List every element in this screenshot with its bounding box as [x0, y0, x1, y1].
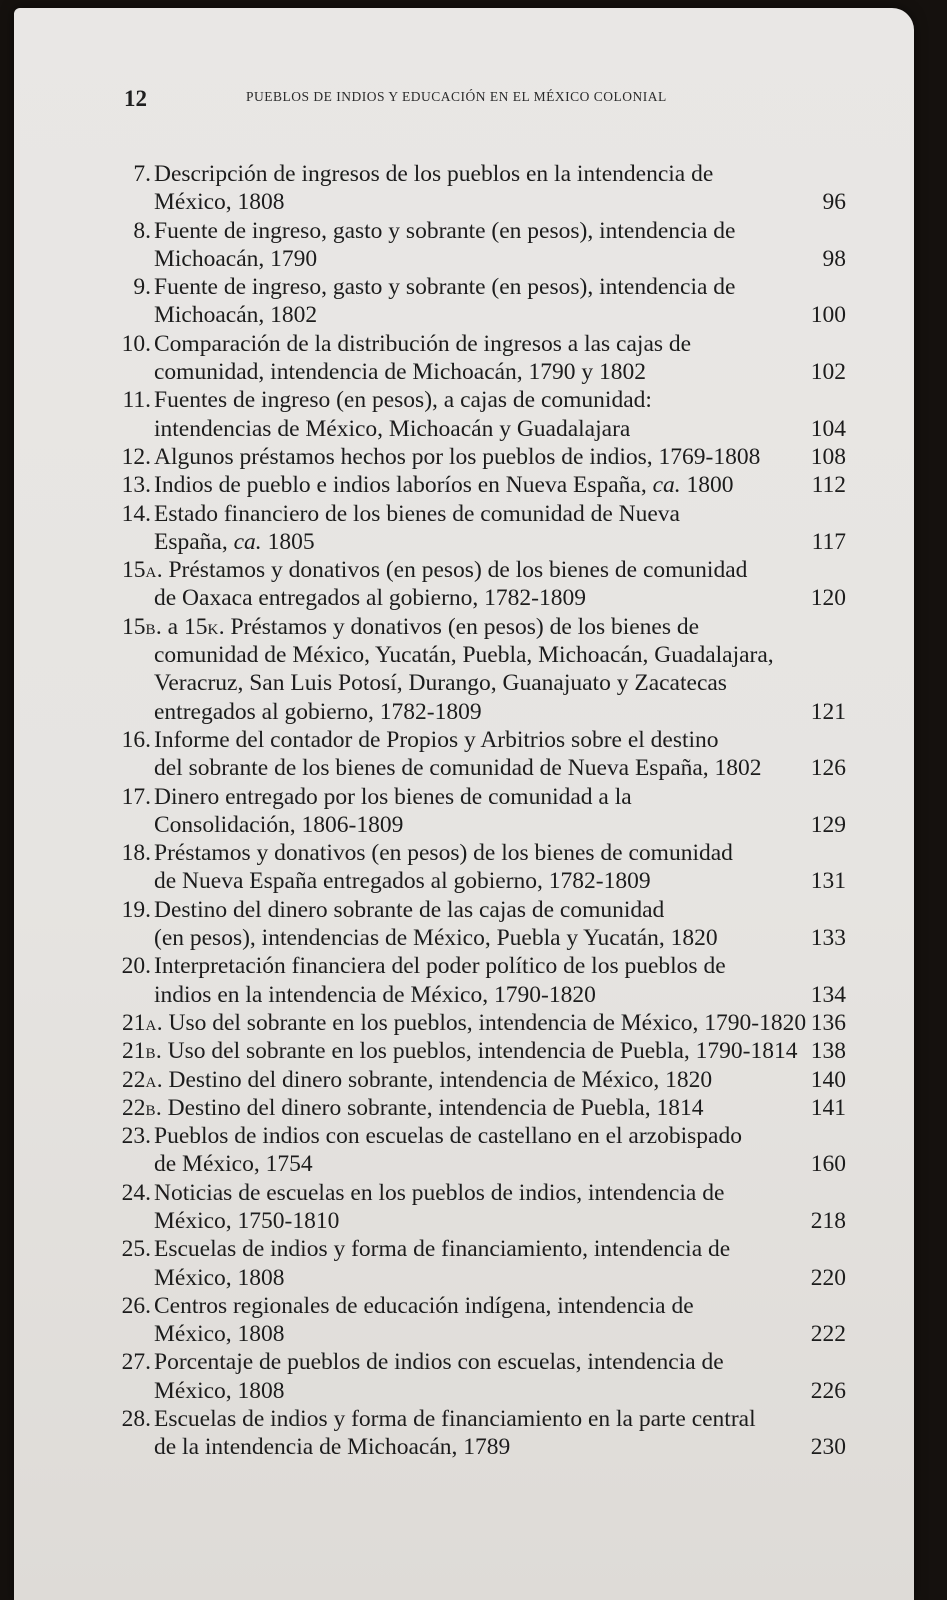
entry-title: Porcentaje de pueblos de indios con escuelas, intendencia de	[154, 1349, 724, 1376]
entry-title	[122, 556, 747, 587]
toc-entry-26	[14, 1292, 914, 1349]
entry-page: 133	[810, 925, 846, 952]
toc-entry-7	[14, 160, 914, 217]
entry-number: 12.	[121, 443, 151, 470]
entry-title-cont: México, 1750-1810	[154, 1207, 340, 1234]
entry-title-cont: México, 1808	[154, 1377, 285, 1404]
entry-number-suffix: A	[145, 1074, 157, 1091]
toc-entry-25	[14, 1235, 914, 1292]
toc-entry-22b	[14, 1094, 914, 1122]
entry-title-cont: Michoacán, 1802	[154, 302, 318, 329]
entry-page: 112	[811, 472, 846, 499]
entry-title-cont: entregados al gobierno, 1782-1809	[154, 698, 482, 725]
page-number: 12	[124, 86, 147, 111]
entry-page: 230	[810, 1434, 846, 1461]
entry-number: 17.	[121, 783, 151, 810]
entry-number: 22	[122, 1066, 146, 1093]
toc-entry-12	[14, 443, 914, 471]
entry-number: 21	[122, 1009, 146, 1036]
toc-entry-16	[14, 726, 914, 783]
toc-entry-17	[14, 783, 914, 840]
entry-page: 138	[810, 1038, 846, 1065]
entry-title: Fuente de ingreso, gasto y sobrante (en pesos), intendencia de	[154, 217, 736, 244]
entry-title: Fuente de ingreso, gasto y sobrante (en pesos), intendencia de	[154, 274, 736, 301]
entry-title-cont: intendencias de México, Michoacán y Guadalajara	[154, 415, 631, 442]
entry-title	[122, 1066, 712, 1097]
toc-entry-15a	[14, 556, 914, 613]
entry-number-range: . a 15	[155, 613, 208, 640]
entry-number: 23.	[121, 1123, 151, 1150]
toc-entry-11	[14, 386, 914, 443]
toc-entry-21a	[14, 1009, 914, 1037]
entry-page: 100	[810, 302, 846, 329]
entry-title-part: . Uso del sobrante en los pueblos, intendencia de México, 1790-1820	[156, 1009, 807, 1036]
entry-page: 117	[811, 528, 846, 555]
entry-title-cont: (en pesos), intendencias de México, Puebla y Yucatán, 1820	[154, 925, 718, 952]
entry-title: Escuelas de indios y forma de financiamiento en la parte central	[154, 1406, 756, 1433]
entry-page: 104	[810, 415, 846, 442]
entry-number: 20.	[121, 953, 151, 980]
entry-number: 15	[122, 557, 146, 584]
entry-title: Pueblos de indios con escuelas de castellano en el arzobispado	[154, 1123, 742, 1150]
entry-number: 15	[122, 613, 146, 640]
entry-title-part: . Destino del dinero sobrante, intendencia de México, 1820	[156, 1066, 713, 1093]
entry-page: 98	[822, 245, 846, 272]
entry-number: 18.	[121, 840, 151, 867]
entry-title-cont: Michoacán, 1790	[154, 245, 318, 272]
entry-page: 96	[822, 189, 846, 216]
entry-page: 120	[810, 585, 846, 612]
entry-page: 134	[810, 981, 846, 1008]
entry-number: 19.	[121, 896, 151, 923]
entry-title: Centros regionales de educación indígena, intendencia de	[154, 1292, 694, 1319]
entry-title-cont: Veracruz, San Luis Potosí, Durango, Guanajuato y Zacatecas	[154, 670, 727, 697]
entry-title-part: . Préstamos y donativos (en pesos) de los bienes de	[218, 613, 700, 640]
toc-entry-18	[14, 839, 914, 896]
entry-number: 27.	[121, 1349, 151, 1376]
entry-title-cont: México, 1808	[154, 1264, 285, 1291]
entry-number: 9.	[133, 274, 151, 301]
toc-entry-22a	[14, 1066, 914, 1094]
toc-entry-21b	[14, 1037, 914, 1065]
entry-title-part: . Uso del sobrante en los pueblos, intendencia de Puebla, 1790-1814	[155, 1038, 798, 1065]
entry-title: Fuentes de ingreso (en pesos), a cajas de comunidad:	[154, 387, 652, 414]
entry-title: Destino del dinero sobrante de las cajas de comunidad	[154, 896, 665, 923]
entry-title-cont: indios en la intendencia de México, 1790-1820	[154, 981, 596, 1008]
entry-number: 7.	[133, 161, 151, 187]
entry-number-suffix: K	[207, 621, 219, 638]
entry-title-part: España,	[154, 528, 234, 555]
entry-title: Estado financiero de los bienes de comunidad de Nueva	[154, 500, 680, 527]
entry-title-part: . Destino del dinero sobrante, intendencia de Puebla, 1814	[155, 1094, 704, 1121]
entry-title: Comparación de la distribución de ingresos a las cajas de	[154, 330, 692, 357]
toc-entry-24	[14, 1179, 914, 1236]
entry-title: Interpretación financiera del poder político de los pueblos de	[154, 953, 726, 980]
entry-number: 10.	[121, 330, 151, 357]
entry-page: 141	[810, 1094, 846, 1121]
entry-number-suffix: B	[145, 1102, 156, 1119]
entry-title-cont: México, 1808	[154, 1321, 285, 1348]
entry-number: 22	[122, 1094, 146, 1121]
entry-number: 26.	[121, 1292, 151, 1319]
entry-page: 140	[810, 1066, 846, 1093]
toc-entry-9	[14, 273, 914, 330]
entry-number: 28.	[121, 1406, 151, 1433]
toc-entry-10	[14, 330, 914, 387]
entry-number-suffix: B	[145, 621, 156, 638]
entry-number: 24.	[121, 1179, 151, 1206]
toc-entry-23	[14, 1122, 914, 1179]
toc-entry-14	[14, 500, 914, 557]
entry-page: 131	[810, 868, 846, 895]
toc-entry-27	[14, 1348, 914, 1405]
entry-page: 218	[810, 1207, 846, 1234]
running-head: PUEBLOS DE INDIOS Y EDUCACIÓN EN EL MÉXICO COLONIAL	[246, 89, 667, 104]
entry-number: 11.	[122, 387, 151, 414]
entry-title: Descripción de ingresos de los pueblos en la intendencia de	[154, 161, 714, 187]
entry-page: 102	[810, 359, 846, 386]
entry-page: 136	[810, 1009, 846, 1036]
entry-number: 14.	[121, 500, 151, 527]
entry-title-cont: de la intendencia de Michoacán, 1789	[154, 1434, 511, 1461]
entry-title	[154, 471, 734, 499]
entry-page: 108	[810, 443, 846, 470]
entry-title-italic: ca.	[233, 528, 262, 555]
entry-number: 13.	[121, 472, 151, 499]
toc-entry-20	[14, 952, 914, 1009]
entry-title-cont: comunidad de México, Yucatán, Puebla, Michoacán, Guadalajara,	[154, 642, 774, 669]
entry-title-part: 1800	[680, 472, 734, 499]
table-of-contents	[14, 160, 914, 1462]
entry-title: Algunos préstamos hechos por los pueblos de indios, 1769-1808	[154, 443, 761, 470]
entry-title-cont: comunidad, intendencia de Michoacán, 1790 y 1802	[154, 359, 647, 386]
entry-title-cont: del sobrante de los bienes de comunidad de Nueva España, 1802	[154, 755, 762, 782]
entry-title: Dinero entregado por los bienes de comunidad a la	[154, 783, 632, 810]
entry-title-part: . Préstamos y donativos (en pesos) de los bienes de comunidad	[156, 557, 748, 584]
book-page	[14, 8, 914, 1600]
entry-number-suffix: B	[145, 1046, 156, 1063]
entry-number-suffix: A	[145, 1017, 157, 1034]
entry-title-cont: de México, 1754	[154, 1151, 313, 1178]
toc-entry-19	[14, 896, 914, 953]
entry-page: 121	[810, 698, 846, 725]
entry-title-cont: de Nueva España entregados al gobierno, 1782-1809	[154, 868, 651, 895]
entry-title-cont: Consolidación, 1806-1809	[154, 811, 404, 838]
entry-title: Informe del contador de Propios y Arbitrios sobre el destino	[154, 726, 719, 753]
entry-number: 8.	[133, 217, 151, 244]
entry-title-cont	[154, 528, 315, 556]
entry-number: 16.	[121, 726, 151, 753]
entry-page: 126	[810, 755, 846, 782]
toc-entry-13	[14, 471, 914, 499]
entry-title: Noticias de escuelas en los pueblos de indios, intendencia de	[154, 1179, 725, 1206]
entry-title	[122, 613, 699, 644]
entry-title-cont: de Oaxaca entregados al gobierno, 1782-1809	[154, 585, 586, 612]
entry-title: Escuelas de indios y forma de financiamiento, intendencia de	[154, 1236, 731, 1263]
entry-page: 222	[810, 1321, 846, 1348]
entry-number: 25.	[121, 1236, 151, 1263]
toc-entry-8	[14, 217, 914, 274]
entry-title: Préstamos y donativos (en pesos) de los bienes de comunidad	[154, 840, 733, 867]
entry-number: 21	[122, 1038, 146, 1065]
entry-title-part: 1805	[261, 528, 315, 555]
entry-page: 129	[810, 811, 846, 838]
entry-title-cont: México, 1808	[154, 189, 285, 216]
entry-page: 226	[810, 1377, 846, 1404]
entry-title	[122, 1094, 703, 1125]
entry-title-italic: ca.	[652, 472, 681, 499]
entry-title	[122, 1009, 806, 1040]
entry-title-part: Indios de pueblo e indios laboríos en Nueva España,	[154, 472, 653, 499]
entry-page: 220	[810, 1264, 846, 1291]
toc-entry-28	[14, 1405, 914, 1462]
toc-entry-15b-15k	[14, 613, 914, 726]
entry-page: 160	[810, 1151, 846, 1178]
entry-title	[122, 1037, 797, 1068]
entry-number-suffix: A	[145, 565, 157, 582]
